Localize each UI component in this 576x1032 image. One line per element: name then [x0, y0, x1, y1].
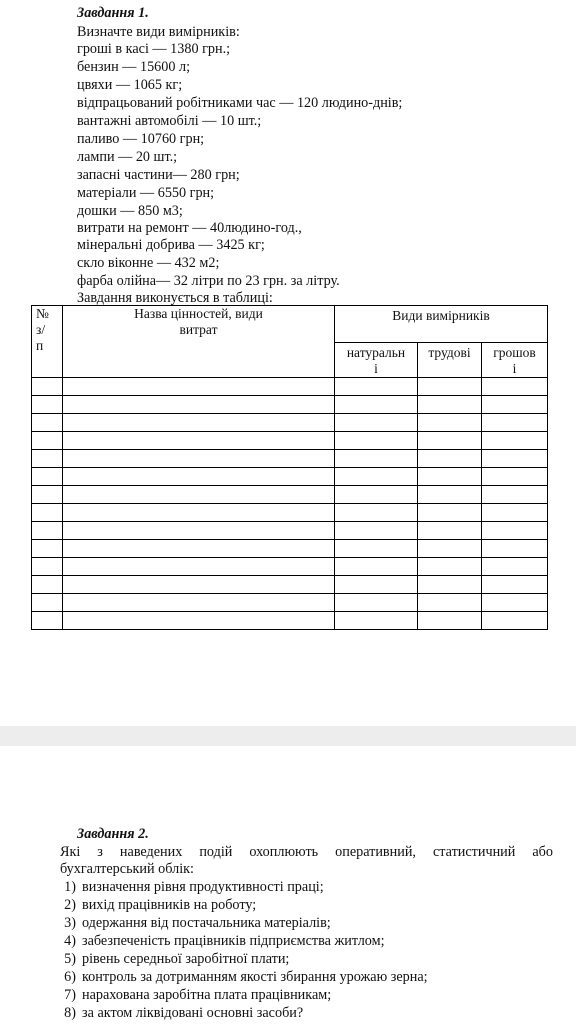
task2-question-line: бухгалтерський облік: — [60, 861, 194, 877]
table-cell — [32, 396, 63, 414]
table-intro: Завдання виконується в таблиці: — [77, 290, 273, 306]
table-cell — [32, 378, 63, 396]
table-cell — [32, 486, 63, 504]
task1-item: фарба олійна— 32 літри по 23 грн. за літру. — [77, 273, 340, 289]
table-cell — [32, 594, 63, 612]
table-cell — [482, 594, 548, 612]
table-cell — [335, 468, 418, 486]
table-cell — [482, 522, 548, 540]
table-header-row — [32, 306, 548, 343]
task1-item: лампи — 20 шт.; — [77, 149, 178, 165]
table-cell — [418, 468, 482, 486]
table-cell — [482, 432, 548, 450]
list-item — [57, 933, 385, 950]
header-number-line: з/ — [36, 322, 46, 337]
list-item-number: 4) — [64, 933, 76, 949]
table-row — [32, 432, 548, 450]
header-money-line: грошов — [493, 345, 536, 360]
task1-item: паливо — 10760 грн; — [77, 131, 205, 147]
header-natural-line: натуральн — [346, 345, 406, 360]
table-cell — [63, 450, 335, 468]
table-cell — [335, 396, 418, 414]
list-item-number: 6) — [64, 969, 76, 985]
task1-item: вантажні автомобілі — 10 шт.; — [77, 113, 262, 129]
list-item-text: одержання від постачальника матеріалів; — [82, 915, 331, 931]
header-name-line: Назва цінностей, види — [134, 306, 263, 321]
task1-item: матеріали — 6550 грн; — [77, 185, 215, 201]
table-cell — [482, 396, 548, 414]
list-item-text: забезпеченість працівників підприємства житлом; — [82, 933, 385, 949]
table-cell — [32, 612, 63, 630]
table-row — [32, 450, 548, 468]
table-cell — [418, 576, 482, 594]
table-cell — [63, 558, 335, 576]
table-cell — [63, 414, 335, 432]
task1-item: скло віконне — 432 м2; — [77, 255, 220, 271]
header-natural-line: і — [374, 361, 378, 376]
table-cell — [482, 414, 548, 432]
table-cell — [335, 522, 418, 540]
header-name-line: витрат — [179, 322, 218, 337]
task1-item: відпрацьований робітниками час — 120 людино-днів; — [77, 95, 403, 111]
list-item-text: визначення рівня продуктивності праці; — [82, 879, 324, 895]
header-money — [482, 343, 548, 378]
list-item — [57, 1005, 303, 1022]
list-item-text: за актом ліквідовані основні засоби? — [82, 1005, 304, 1021]
list-item-text: рівень середньої заробітної плати; — [82, 951, 290, 967]
task1-intro: Визначте види вимірників: — [77, 24, 240, 40]
table-cell — [63, 378, 335, 396]
table-cell — [418, 450, 482, 468]
task1-item: цвяхи — 1065 кг; — [77, 77, 183, 93]
table-cell — [482, 504, 548, 522]
header-number-line: № — [36, 306, 49, 321]
table-row — [32, 576, 548, 594]
task1-item: запасні частини— 280 грн; — [77, 167, 240, 183]
list-item — [57, 969, 428, 986]
table-cell — [482, 576, 548, 594]
table-cell — [335, 612, 418, 630]
table-cell — [335, 432, 418, 450]
table-cell — [32, 468, 63, 486]
table-cell — [418, 432, 482, 450]
list-item-number: 7) — [64, 987, 76, 1003]
table-cell — [32, 450, 63, 468]
table-cell — [418, 486, 482, 504]
table-cell — [63, 468, 335, 486]
header-labor: трудові — [418, 343, 482, 378]
header-number-line: п — [36, 338, 44, 353]
table-cell — [418, 378, 482, 396]
header-name-cell — [63, 306, 335, 378]
table-cell — [335, 576, 418, 594]
measures-table — [31, 305, 548, 630]
table-cell — [63, 576, 335, 594]
list-item-number: 8) — [64, 1005, 76, 1021]
task1-item: мінеральні добрива — 3425 кг; — [77, 237, 265, 253]
table-cell — [335, 450, 418, 468]
table-cell — [482, 468, 548, 486]
header-natural — [335, 343, 418, 378]
table-cell — [482, 378, 548, 396]
header-measure-kinds: Види вимірників — [335, 306, 548, 343]
table-cell — [418, 522, 482, 540]
header-money-line: і — [512, 361, 517, 376]
table-row — [32, 558, 548, 576]
table-cell — [418, 414, 482, 432]
table-row — [32, 486, 548, 504]
table-cell — [418, 396, 482, 414]
table-cell — [482, 486, 548, 504]
table-cell — [335, 378, 418, 396]
task2-question-line: Які з наведених подій охоплюють оперативний, статистичний або — [60, 844, 553, 860]
table-cell — [335, 414, 418, 432]
table-cell — [418, 558, 482, 576]
table-cell — [63, 432, 335, 450]
table-cell — [418, 504, 482, 522]
table-row — [32, 378, 548, 396]
page-2 — [0, 746, 576, 1032]
list-item — [57, 951, 289, 968]
list-item — [57, 897, 256, 914]
table-cell — [335, 540, 418, 558]
table-row — [32, 468, 548, 486]
table-row — [32, 396, 548, 414]
list-item — [57, 987, 331, 1004]
list-item-number: 1) — [64, 879, 76, 895]
list-item-number: 3) — [64, 915, 76, 931]
table-row — [32, 522, 548, 540]
table-cell — [32, 540, 63, 558]
table-row — [32, 504, 548, 522]
task1-item: гроші в касі — 1380 грн.; — [77, 41, 231, 57]
task2-title: Завдання 2. — [77, 826, 149, 842]
table-cell — [63, 612, 335, 630]
table-row — [32, 612, 548, 630]
list-item-number: 2) — [64, 897, 76, 913]
table-cell — [32, 558, 63, 576]
table-cell — [482, 612, 548, 630]
table-row — [32, 540, 548, 558]
table-cell — [418, 612, 482, 630]
table-row — [32, 594, 548, 612]
table-cell — [63, 522, 335, 540]
table-row — [32, 414, 548, 432]
table-cell — [63, 396, 335, 414]
list-item — [57, 915, 331, 932]
header-number-cell — [32, 306, 63, 378]
table-cell — [32, 576, 63, 594]
list-item-text: вихід працівників на роботу; — [82, 897, 257, 913]
table-cell — [482, 450, 548, 468]
table-cell — [63, 486, 335, 504]
table-cell — [482, 540, 548, 558]
task1-item: витрати на ремонт — 40людино-год., — [77, 220, 302, 236]
page-separator — [0, 726, 576, 746]
table-cell — [418, 540, 482, 558]
table-cell — [32, 414, 63, 432]
table-cell — [418, 594, 482, 612]
list-item-text: контроль за дотриманням якості збирання урожаю зерна; — [82, 969, 428, 985]
table-cell — [32, 432, 63, 450]
table-cell — [63, 594, 335, 612]
table-cell — [335, 594, 418, 612]
table-cell — [32, 504, 63, 522]
table-cell — [63, 540, 335, 558]
table-cell — [482, 558, 548, 576]
table-cell — [32, 522, 63, 540]
task1-item: бензин — 15600 л; — [77, 59, 191, 75]
table-cell — [63, 504, 335, 522]
table-cell — [335, 504, 418, 522]
task1-item: дошки — 850 м3; — [77, 203, 183, 219]
task1-title: Завдання 1. — [77, 5, 149, 21]
list-item-number: 5) — [64, 951, 76, 967]
table-cell — [335, 486, 418, 504]
table-cell — [335, 558, 418, 576]
list-item-text: нарахована заробітна плата працівникам; — [82, 987, 332, 1003]
list-item — [57, 879, 324, 896]
